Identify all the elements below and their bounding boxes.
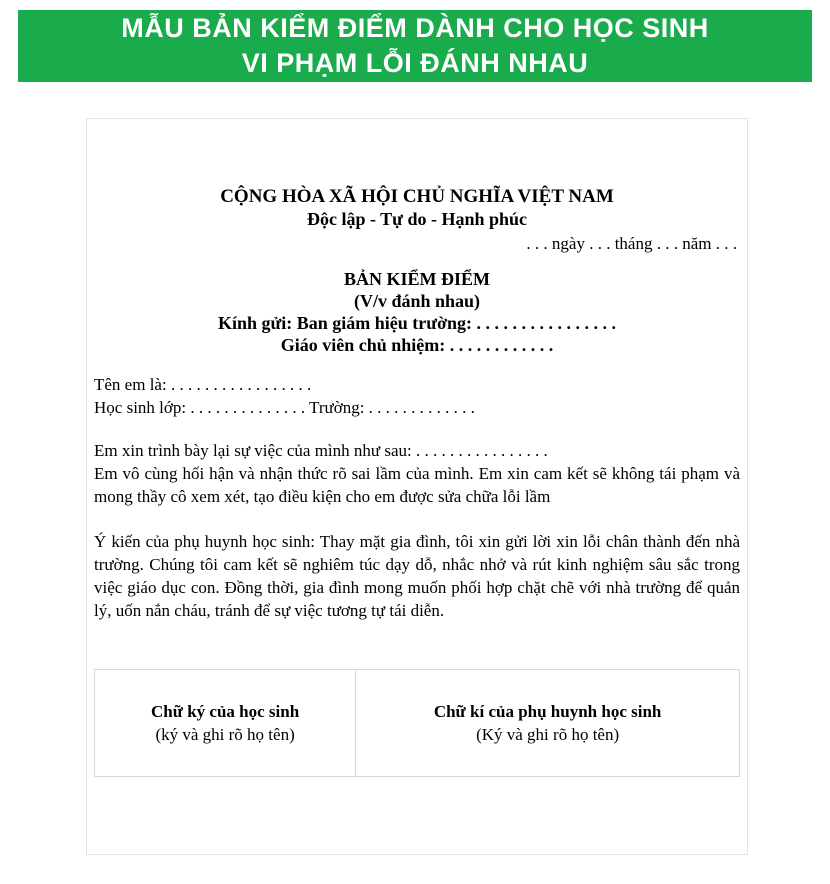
banner-title-line1: MẪU BẢN KIỂM ĐIỂM DÀNH CHO HỌC SINH <box>121 13 709 43</box>
parent-opinion-paragraph: Ý kiến của phụ huynh học sinh: Thay mặt gia đình, tôi xin gửi lời xin lỗi chân thành đến nhà trường. Chúng tôi cam kết sẽ nghiêm túc dạy dỗ, nhắc nhở và rút kinh nghiệm sâu sắc trong việc giáo dục con. Đồng thời, gia đình mong muốn phối hợp chặt chẽ với nhà trường để quản lý, uốn nắn cháu, tránh để sự việc tương tự tái diễn. <box>94 532 740 620</box>
document-page <box>86 118 748 855</box>
post-title-banner <box>18 10 812 82</box>
student-signature-cell <box>95 670 356 777</box>
student-info-fields <box>94 373 740 419</box>
commitment-paragraph: Em vô cùng hối hận và nhận thức rõ sai lầm của mình. Em xin cam kết sẽ không tái phạm và mong thầy cô xem xét, tạo điều kiện cho em được sửa chữa lỗi lầm <box>94 464 740 506</box>
statement-intro-line: Em xin trình bày lại sự việc của mình như sau: . . . . . . . . . . . . . . . . <box>94 441 548 460</box>
document-title: BẢN KIỂM ĐIỂM <box>343 269 490 289</box>
national-motto-line1: CỘNG HÒA XÃ HỘI CHỦ NGHĨA VIỆT NAM <box>220 186 614 207</box>
date-line: . . . ngày . . . tháng . . . năm . . . <box>526 234 737 253</box>
document-heading <box>94 268 740 356</box>
national-motto-line2: Độc lập - Tự do - Hạnh phúc <box>306 209 528 229</box>
signature-row <box>95 670 740 777</box>
student-signature-note: (ký và ghi rõ họ tên) <box>155 725 295 744</box>
student-name-field: Tên em là: . . . . . . . . . . . . . . . . . <box>94 375 312 394</box>
statement-block <box>94 439 740 508</box>
student-signature-title: Chữ ký của học sinh <box>151 702 300 721</box>
parent-signature-title: Chữ kí của phụ huynh học sinh <box>433 702 662 721</box>
class-school-field: Học sinh lớp: . . . . . . . . . . . . . . Trường: . . . . . . . . . . . . . <box>94 398 475 417</box>
parent-signature-note: (Ký và ghi rõ họ tên) <box>476 725 620 744</box>
banner-title-line2: VI PHẠM LỖI ĐÁNH NHAU <box>241 48 589 78</box>
signature-table <box>94 669 740 777</box>
parent-opinion-block <box>94 530 740 622</box>
recipient-line-homeroom-teacher: Giáo viên chủ nhiệm: . . . . . . . . . . . . <box>280 335 554 355</box>
document-subtitle: (V/v đánh nhau) <box>353 291 481 311</box>
parent-signature-cell <box>356 670 740 777</box>
recipient-line-principal: Kính gửi: Ban giám hiệu trường: . . . . . . . . . . . . . . . . <box>217 313 617 333</box>
